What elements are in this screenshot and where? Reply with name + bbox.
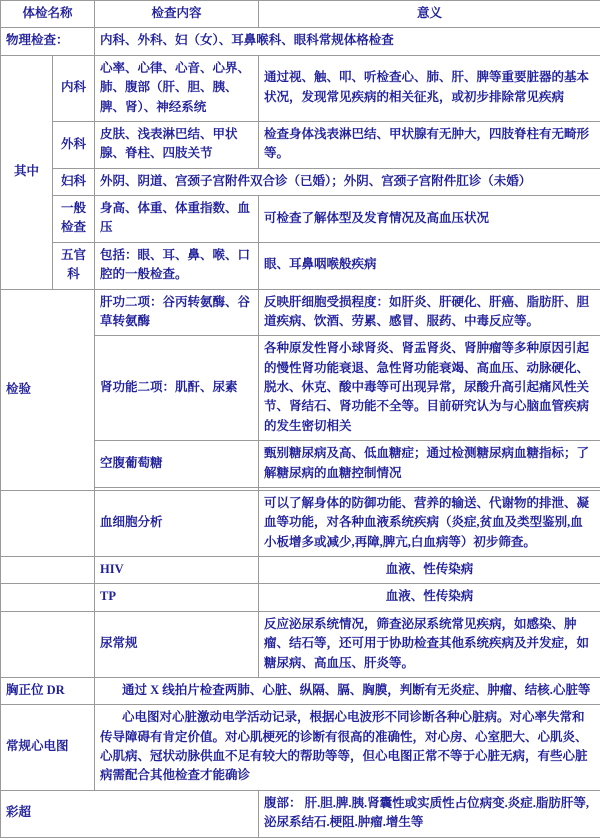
meaning-kidney-function: 各种原发性肾小球肾炎、肾盂肾炎、肾肿瘤等多种原因引起的慢性肾功能衰退、急性肾功能衰竭、高血压、动脉硬化、脱水、休克、酸中毒等可出现异常，尿酸升高引起痛风性关节、肾结石、肾功能不全等。目前研究认为与心脑血管疾病的发生密切相关: [259, 336, 600, 441]
table-row-chest-dr: [1, 677, 600, 704]
row-label-routine-ecg: 常规心电图: [1, 705, 95, 791]
content-urine-routine: 尿常规: [95, 611, 259, 677]
table-row-color-ultrasound: [1, 790, 600, 837]
group-label-qizhong: 其中: [1, 55, 53, 289]
row-label-physical-exam: 物理检查：: [1, 28, 95, 55]
table-row-liver-function: [1, 289, 600, 336]
content-gynecology-text: 外阴、阴道、宫颈子宫附件双合诊（已婚）；: [100, 174, 344, 188]
content-surgery: 皮肤、浅表淋巴结、甲状腺、脊柱、四肢关节: [95, 121, 259, 168]
meaning-fasting-glucose: 甄别糖尿病及高、低血糖症；通过检测糖尿病血糖指标；了解糖尿病的血糖控制情况: [259, 441, 600, 488]
row-label-chest-dr: 胸正位 DR: [1, 677, 95, 704]
table-row-routine-ecg: [1, 705, 600, 791]
row-label-color-ultrasound: 彩超: [1, 790, 259, 837]
chest-dr-text: 通过 X 线拍片检查两肺、心脏、纵隔、膈、胸膜，判断有无炎症、肿瘤、结核.心脏等: [100, 681, 595, 700]
content-general-exam: 身高、体重、体重指数、血压: [95, 196, 259, 243]
table-row-ent-exam: [1, 242, 600, 289]
group-blank-urine: [1, 611, 95, 677]
sub-label-gynecology: 妇科: [53, 168, 95, 195]
group-blank-tp: [1, 584, 95, 611]
content-blood-cell-analysis: 血细胞分析: [95, 490, 259, 556]
meaning-liver-function: 反映肝细胞受损程度：如肝炎、肝硬化、肝癌、脂肪肝、胆道疾病、饮酒、劳累、感冒、服药、中毒反应等。: [259, 289, 600, 336]
table-row-internal-medicine: [1, 55, 600, 121]
header-exam-content: 检查内容: [95, 1, 259, 28]
row-content-physical-exam: 内科、外科、妇（女）、耳鼻喉科、眼科常规体格检查: [95, 28, 600, 55]
meaning-internal-medicine: 通过视、触、叩、听检查心、肺、肝、脾等重要脏器的基本状况，发现常见疾病的相关征兆，或初步排除常见疾病: [259, 55, 600, 121]
group-blank-blood-cell: [1, 490, 95, 556]
meaning-urine-routine: 反应泌尿系统情况，筛查泌尿系统常见疾病，如感染、肿瘤、结石等，还可用于协助检查其他系统疾病及并发症，如糖尿病、高血压、肝炎等。: [259, 611, 600, 677]
header-meaning: 意义: [259, 1, 600, 28]
meaning-ent-exam: 眼、耳鼻咽喉般疾病: [259, 242, 600, 289]
row-content-color-ultrasound: 腹部： 肝.胆.脾.胰.肾囊性或实质性占位病变.炎症.脂肪肝等,泌尿系结石.梗阻.肿瘤.增生等: [259, 790, 600, 837]
table-row-hiv: [1, 557, 600, 584]
sub-label-internal-medicine: 内科: [53, 55, 95, 121]
content-liver-function: 肝功二项：谷丙转氨酶、谷草转氨酶: [95, 289, 259, 336]
meaning-general-exam: 可检查了解体型及发育情况及高血压状况: [259, 196, 600, 243]
row-content-chest-dr: [95, 677, 600, 704]
meaning-blood-cell-analysis: 可以了解身体的防御功能、营养的输送、代谢物的排泄、凝血等功能，对各种血液系统疾病（炎症,贫血及类型鉴别,血小板增多或减少,再障,脾亢,白血病等）初步筛查。: [259, 490, 600, 556]
table-row-physical-exam: [1, 28, 600, 55]
meaning-gynecology-text: 外阴、宫颈子宫附件肛诊（未婚）: [344, 174, 532, 188]
meaning-hiv: 血液、性传染病: [259, 557, 600, 584]
meaning-tp: 血液、性传染病: [259, 584, 600, 611]
meaning-surgery: 检查身体浅表淋巴结、甲状腺有无肿大，四肢脊柱有无畸形等。: [259, 121, 600, 168]
table-row-gynecology: [1, 168, 600, 195]
table-row-urine-routine: [1, 611, 600, 677]
sub-label-ent-exam: 五官科: [53, 242, 95, 289]
sub-label-surgery: 外科: [53, 121, 95, 168]
content-internal-medicine: 心率、心律、心音、心界、肺、腹部（肝、胆、胰、脾、肾）、神经系统: [95, 55, 259, 121]
content-ent-exam: 包括：眼、耳、鼻、喉、口腔的一般检查。: [95, 242, 259, 289]
routine-ecg-text: 心电图对心脏激动电学活动记录，根据心电波形不同诊断各种心脏病。对心率失常和传导障碍有肯定价值。对心肌梗死的诊断有很高的准确性，对心房、心室肥大、心肌炎、心肌病、冠状动脉供血不足有较大的帮助等等，但心电图正常不等于心脏无病，有些心脏病需配合其他检查才能确诊: [100, 708, 595, 786]
header-exam-name: 体检名称: [1, 1, 95, 28]
content-gynecology: [95, 168, 600, 195]
content-fasting-glucose: 空腹葡萄糖: [95, 441, 259, 488]
content-tp: TP: [95, 584, 259, 611]
table-header-row: [1, 1, 600, 28]
group-label-jianyan: 检验: [1, 289, 95, 490]
sub-label-general-exam: 一般检查: [53, 196, 95, 243]
table-row-blood-cell-analysis: [1, 490, 600, 556]
content-hiv: HIV: [95, 557, 259, 584]
table-row-tp: [1, 584, 600, 611]
content-kidney-function: 肾功能二项：肌酐、尿素: [95, 336, 259, 441]
row-content-routine-ecg: [95, 705, 600, 791]
table-row-general-exam: [1, 196, 600, 243]
table-row-surgery: [1, 121, 600, 168]
group-blank-hiv: [1, 557, 95, 584]
